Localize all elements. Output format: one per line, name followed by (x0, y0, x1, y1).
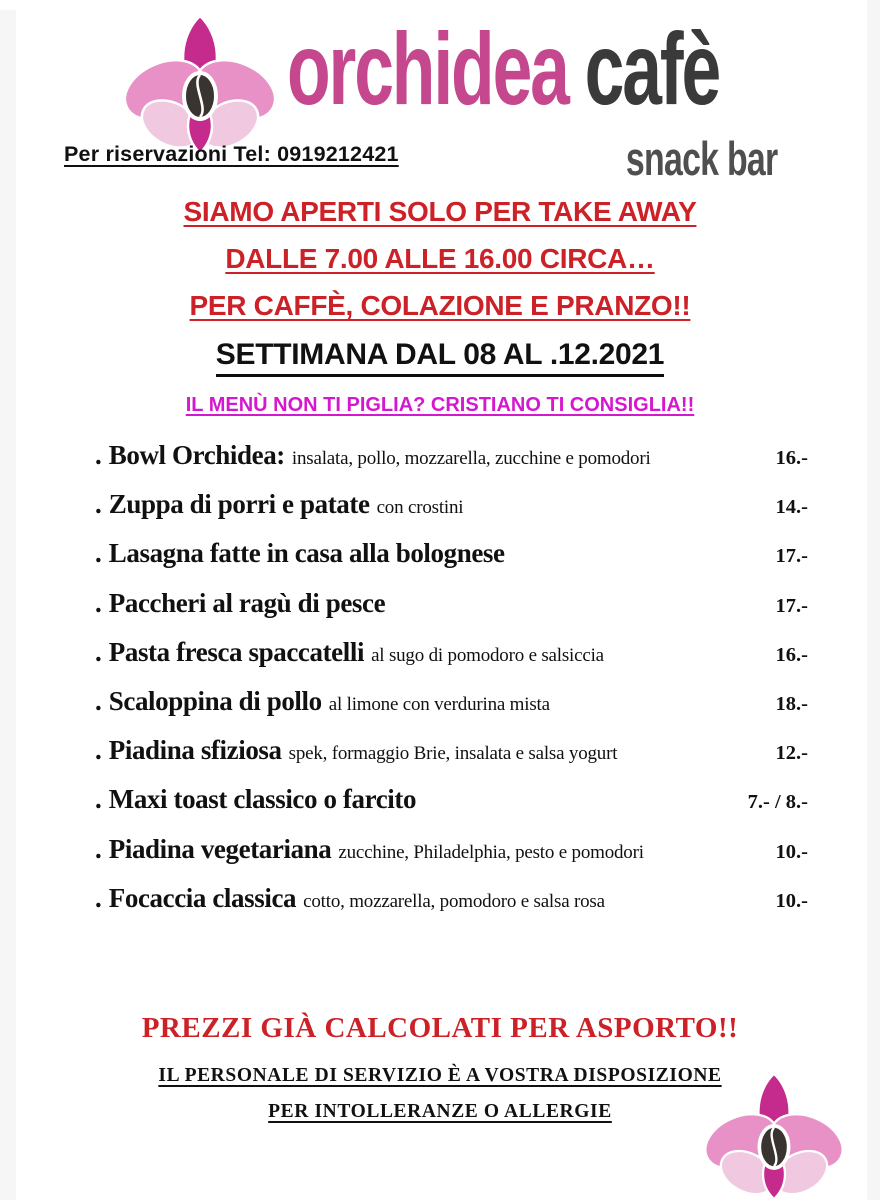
tagline: IL MENÙ NON TI PIGLIA? CRISTIANO TI CONSIGLIA!! (185, 394, 695, 416)
menu-item-row (95, 784, 808, 833)
menu-item-name: Paccheri al ragù di pesce (108, 587, 386, 618)
announcement-line-3: PER CAFFÈ, COLAZIONE E PRANZO!! (189, 290, 691, 321)
menu-item-row (95, 735, 808, 784)
reservation-phone-line: Per riservazioni Tel: 0919212421 (64, 142, 399, 166)
menu-item-text (95, 735, 766, 766)
menu-item-price: 14.- (775, 496, 808, 519)
menu-item-row (95, 834, 808, 883)
menu-item-text (95, 637, 766, 668)
footer-staff-note-line-1: IL PERSONALE DI SERVIZIO È A VOSTRA DISPOSIZIONE (158, 1065, 722, 1086)
brand-title (287, 12, 720, 126)
brand-subtitle: snack bar (625, 132, 777, 185)
menu-item-description: con crostini (376, 497, 464, 519)
orchid-coffee-logo-icon (120, 14, 280, 154)
menu-item-price: 16.- (775, 643, 808, 666)
menu-item-description: spek, formaggio Brie, insalata e salsa yogurt (288, 743, 618, 765)
menu-item-row (95, 538, 808, 587)
menu-item-description: cotto, mozzarella, pomodoro e salsa rosa (303, 890, 605, 912)
menu-item-name: Pasta fresca spaccatelli (108, 636, 365, 667)
menu-item-bullet: . (95, 685, 102, 716)
menu-item-price: 10.- (775, 840, 808, 863)
menu-item-text (95, 686, 766, 717)
page-edge-right (867, 0, 880, 1200)
menu-item-bullet: . (95, 636, 102, 667)
menu-item-text (95, 588, 766, 619)
menu-item-price: 7.- / 8.- (747, 791, 808, 814)
menu-item-text (95, 538, 766, 569)
menu-list (95, 440, 808, 932)
menu-item-row (95, 588, 808, 637)
brand-word-orchidea: orchidea (287, 12, 568, 126)
menu-item-row (95, 686, 808, 735)
menu-item-price: 17.- (775, 545, 808, 568)
menu-item-bullet: . (95, 882, 102, 913)
menu-item-text (95, 883, 766, 914)
announcements (0, 196, 880, 417)
menu-item-bullet: . (95, 440, 102, 470)
menu-item-row (95, 883, 808, 932)
menu-item-row (95, 440, 808, 489)
menu-item-bullet: . (95, 735, 102, 766)
header (0, 0, 880, 185)
menu-item-price: 12.- (775, 742, 808, 765)
menu-item-price: 17.- (775, 594, 808, 617)
orchid-coffee-logo-icon-bottom (698, 1072, 850, 1200)
menu-item-name: Scaloppina di pollo (108, 685, 322, 716)
menu-item-bullet: . (95, 784, 102, 815)
week-heading: SETTIMANA DAL 08 AL .12.2021 (0, 338, 880, 377)
menu-item-price: 18.- (775, 692, 808, 715)
menu-item-name: Zuppa di porri e patate (108, 489, 370, 520)
menu-item-bullet: . (95, 587, 102, 618)
menu-item-name: Bowl Orchidea: (108, 440, 285, 470)
brand-word-cafe: cafè (584, 12, 720, 126)
menu-item-name: Piadina sfiziosa (108, 735, 282, 766)
menu-item-row (95, 489, 808, 538)
menu-item-price: 16.- (775, 447, 808, 469)
menu-item-text (95, 834, 766, 865)
menu-item-bullet: . (95, 538, 102, 569)
menu-item-description: al sugo di pomodoro e salsiccia (371, 644, 604, 666)
menu-item-bullet: . (95, 489, 102, 520)
menu-item-name: Lasagna fatte in casa alla bolognese (108, 538, 505, 569)
menu-item-name: Piadina vegetariana (108, 833, 332, 864)
announcement-line-2: DALLE 7.00 ALLE 16.00 CIRCA… (225, 243, 655, 274)
menu-item-name: Focaccia classica (108, 882, 297, 913)
menu-item-text (95, 489, 766, 520)
menu-item-description: zucchine, Philadelphia, pesto e pomodori (338, 841, 644, 863)
menu-item-text (95, 440, 766, 471)
menu-item-name: Maxi toast classico o farcito (108, 784, 417, 815)
page-edge-left (0, 10, 16, 1200)
menu-item-description: al limone con verdurina mista (328, 693, 550, 715)
footer-staff-note-line-2: PER INTOLLERANZE O ALLERGIE (268, 1101, 612, 1122)
announcement-line-1: SIAMO APERTI SOLO PER TAKE AWAY (183, 196, 697, 227)
menu-item-price: 10.- (775, 889, 808, 912)
footer-prices-note: PREZZI GIÀ CALCOLATI PER ASPORTO!! (141, 1012, 739, 1044)
menu-item-text (95, 784, 738, 815)
menu-item-row (95, 637, 808, 686)
menu-item-bullet: . (95, 833, 102, 864)
menu-item-description: insalata, pollo, mozzarella, zucchine e pomodori (291, 448, 651, 469)
